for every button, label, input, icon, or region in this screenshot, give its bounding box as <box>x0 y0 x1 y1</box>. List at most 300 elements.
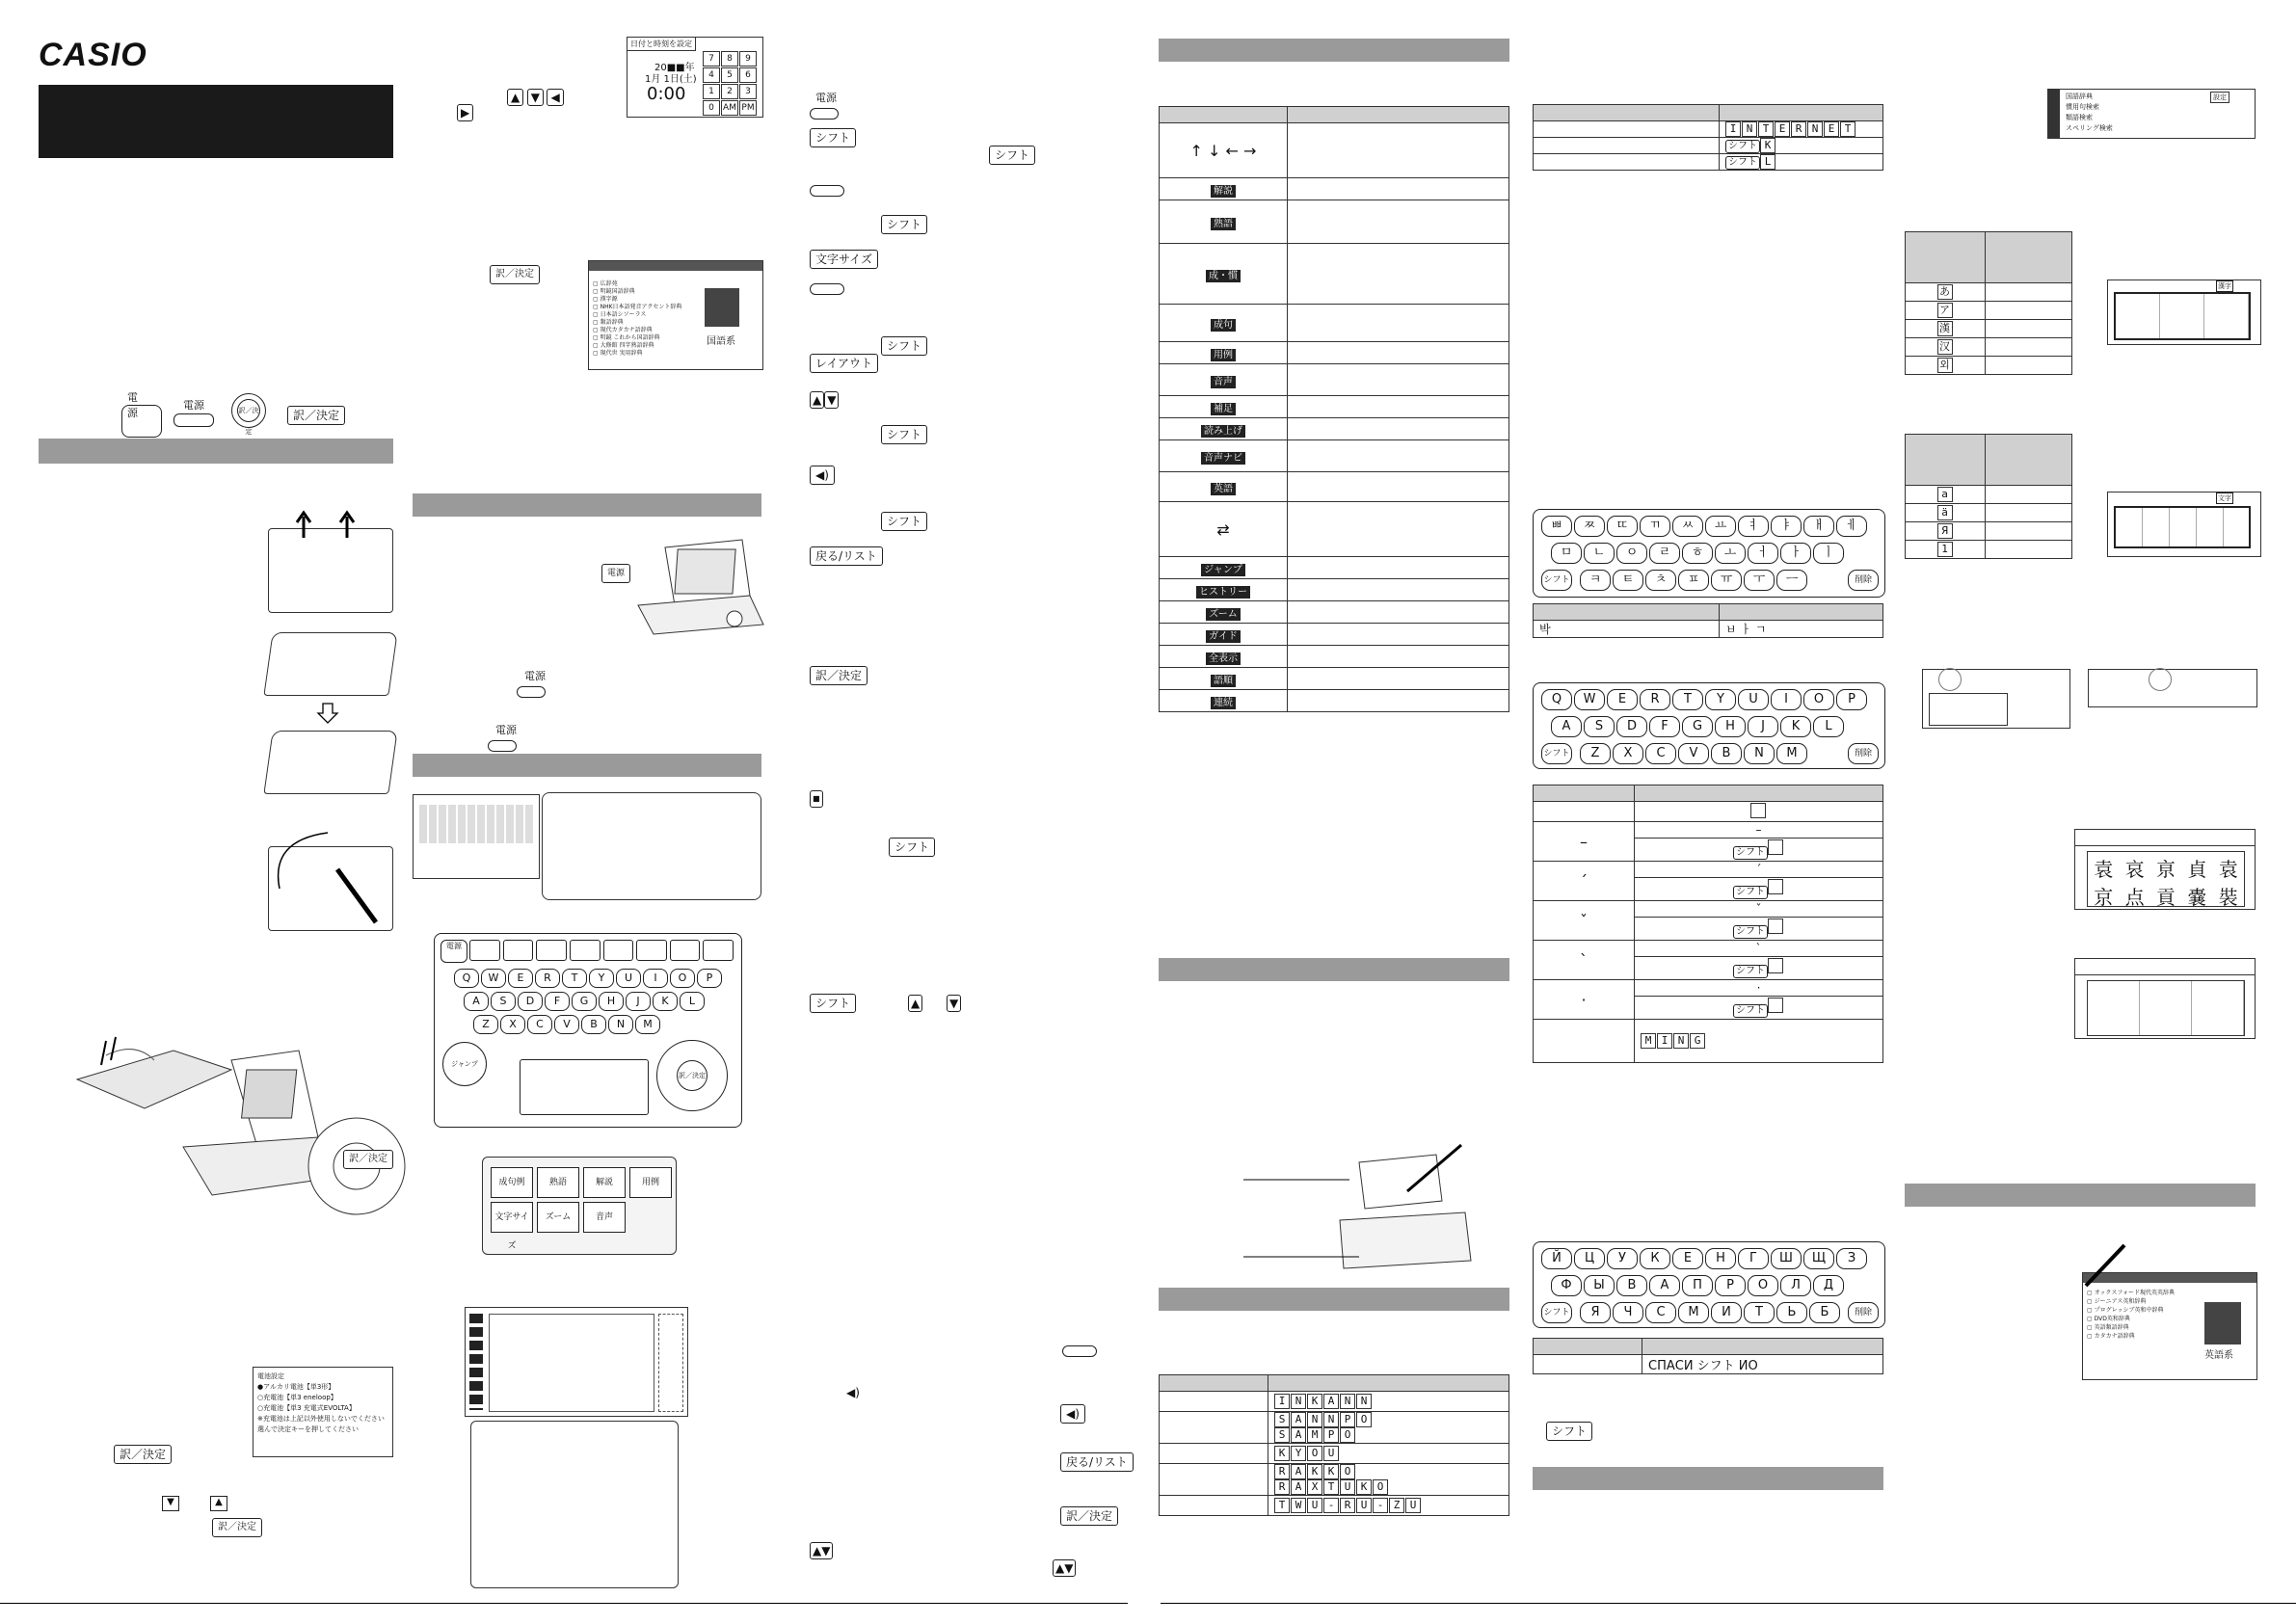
battery-option-2[interactable]: ○充電池【単3 eneloop】 <box>257 1394 337 1401</box>
tr-letter-key: N <box>1807 121 1823 137</box>
latin-keyboard <box>1533 682 1885 769</box>
menu-item[interactable]: ▢ 日本語シソーラス <box>593 311 647 318</box>
romaji-key: A <box>1291 1427 1306 1443</box>
cyrillic-key[interactable]: С <box>1645 1302 1676 1323</box>
extra-key-icon: ■ <box>810 790 823 808</box>
icon-label: 音声 <box>1211 376 1236 388</box>
hangul-key[interactable]: ㅍ <box>1678 570 1709 591</box>
page-keys-2 <box>908 993 922 1012</box>
char-type-icon <box>1906 504 1986 522</box>
kanji-mode-tag: 漢字 <box>2218 282 2231 290</box>
icon-table-row <box>1160 557 1509 579</box>
icon-table-icon <box>1160 668 1288 690</box>
romaji-keyline <box>1274 1464 1503 1479</box>
romaji-table <box>1159 1374 1509 1516</box>
romaji-key: U <box>1405 1498 1421 1513</box>
kbd-letter-key[interactable]: C <box>527 1015 552 1034</box>
numpad-key[interactable]: AM <box>721 100 738 116</box>
cyrillic-key[interactable]: Я <box>1580 1302 1611 1323</box>
latin-key[interactable]: X <box>1613 743 1643 764</box>
cyrillic-keyboard <box>1533 1241 1885 1328</box>
menu2-item[interactable]: ▢ DVD英和辞典 <box>2087 1316 2130 1322</box>
char-type-glyph: a <box>1937 487 1953 502</box>
up-arrow-key-icon: ▲ <box>507 89 523 106</box>
battery-option-3[interactable]: ○充電池【単3 充電式EVOLTA】 <box>257 1404 356 1412</box>
romaji-key: R <box>1340 1498 1355 1513</box>
handwriting-panel <box>482 1157 677 1255</box>
menu-item[interactable]: ▢ 類語辞典 <box>593 319 624 326</box>
menu-item[interactable]: ▢ NHK日本語発音アクセント辞典 <box>593 304 682 310</box>
latin-key[interactable]: R <box>1640 689 1670 710</box>
cyrillic-key[interactable]: Ш <box>1771 1248 1802 1269</box>
numpad-key[interactable]: 1 <box>703 84 720 99</box>
cyrillic-key[interactable]: Щ <box>1803 1248 1834 1269</box>
dictionary-cover-image <box>705 288 739 327</box>
kanji-candidate[interactable]: 貢 <box>2155 886 2176 909</box>
panel-key[interactable]: 文字サイズ <box>491 1202 533 1233</box>
speaker-key <box>810 465 835 485</box>
kbd-letter-key[interactable]: Q <box>454 969 479 988</box>
hangul-key[interactable]: ㅉ <box>1574 516 1605 537</box>
kbd-jump-ring: ジャンプ <box>442 1042 487 1086</box>
latin-key[interactable]: C <box>1645 743 1676 764</box>
blank-key-icon <box>1768 998 1783 1013</box>
blank-key-icon <box>1768 958 1783 973</box>
pinyin-mark-line: ˋ <box>1635 941 1883 957</box>
tr-letter-key: R <box>1791 121 1806 137</box>
handwriting-area-1 <box>2114 292 2251 340</box>
kbd-function-key[interactable] <box>536 940 567 961</box>
kanji-candidate[interactable]: 袁 <box>2218 858 2238 881</box>
kbd-letter-key[interactable]: X <box>500 1015 525 1034</box>
char-type-glyph: ア <box>1937 303 1953 318</box>
hangul-key[interactable]: ㄲ <box>1640 516 1670 537</box>
numpad-key[interactable]: 2 <box>721 84 738 99</box>
icon-table-icon <box>1160 364 1288 396</box>
tr-shift-key: シフト <box>1725 140 1760 153</box>
search-item[interactable]: 慣用句検索 <box>2066 103 2099 111</box>
hangul-key[interactable]: ㅌ <box>1613 570 1643 591</box>
latin-key[interactable]: Q <box>1541 689 1572 710</box>
cyrillic-key[interactable]: Ц <box>1574 1248 1605 1269</box>
cyrillic-key[interactable]: Ч <box>1613 1302 1643 1323</box>
latin-key[interactable]: I <box>1771 689 1802 710</box>
device-opening-illustration <box>67 1031 395 1224</box>
cursor-keys-text <box>507 89 564 106</box>
kbd-letter-key[interactable]: S <box>491 992 516 1011</box>
hangul-key[interactable]: ㅕ <box>1738 516 1769 537</box>
search-items <box>2066 92 2113 134</box>
callout-bubble <box>542 792 761 900</box>
pinyin-example-label <box>1534 1020 1635 1063</box>
icon-table-row <box>1160 579 1509 601</box>
romaji-key: P <box>1340 1412 1355 1427</box>
panel-key[interactable]: 音声 <box>583 1202 626 1233</box>
magnifier-circle-1 <box>1938 668 1962 691</box>
char-type-icon <box>1906 486 1986 504</box>
icon-table-icon <box>1160 557 1288 579</box>
panel-key[interactable]: 解説 <box>583 1167 626 1198</box>
search-item[interactable]: 国語辞典 <box>2066 93 2093 100</box>
battery-screen-title: 電池設定 <box>257 1372 284 1380</box>
search-item[interactable]: スペリング検索 <box>2066 124 2113 132</box>
dictionary-menu-screen <box>588 260 763 370</box>
enter-round-label: 訳／決定 <box>237 399 260 422</box>
menu2-item[interactable]: ▢ カタカナ語辞典 <box>2087 1333 2135 1340</box>
menu2-item[interactable]: ▢ 英語類語辞典 <box>2087 1324 2129 1331</box>
search-item[interactable]: 類語検索 <box>2066 114 2093 121</box>
cyrillic-key[interactable]: О <box>1748 1275 1778 1296</box>
tr-cell <box>1534 121 1720 138</box>
arrow-down-icon <box>318 704 337 725</box>
speaker-key-2-icon: ◀) <box>1060 1404 1085 1424</box>
romaji-key: T <box>1274 1498 1290 1513</box>
cyrillic-key[interactable]: Ь <box>1776 1302 1807 1323</box>
icon-table-icon <box>1160 579 1288 601</box>
pinyin-row-0-key <box>1635 802 1883 822</box>
panel-key[interactable]: 成句例 <box>491 1167 533 1198</box>
romaji-word <box>1160 1496 1268 1516</box>
menu-item[interactable]: ▢ 大修館 四字熟語辞典 <box>593 342 654 349</box>
kbd-letter-key[interactable]: M <box>635 1015 660 1034</box>
kanji-candidates-screen <box>2074 829 2256 910</box>
latin-key[interactable]: N <box>1744 743 1775 764</box>
pinyin-row <box>1534 822 1883 839</box>
pinyin-example-key: I <box>1657 1033 1672 1049</box>
hangul-key[interactable]: ㄹ <box>1649 543 1680 564</box>
kbd-letter-key[interactable]: B <box>581 1015 606 1034</box>
romaji-keys <box>1268 1444 1509 1464</box>
icon-label: 音声ナビ <box>1201 452 1245 465</box>
kbd-function-key[interactable] <box>603 940 634 961</box>
hangul-key[interactable]: ㅁ <box>1551 543 1582 564</box>
handwriting-area-2 <box>2114 506 2251 548</box>
kanji-candidate[interactable]: 哀 <box>2124 858 2145 881</box>
hangul-key[interactable]: ㅏ <box>1780 543 1811 564</box>
device-back-illustration <box>268 528 393 613</box>
icon-table-desc <box>1288 690 1509 712</box>
cyrillic-key[interactable]: Г <box>1738 1248 1769 1269</box>
screen-text-area <box>489 1314 654 1412</box>
latin-key[interactable]: F <box>1649 716 1680 737</box>
icon-table-icon <box>1160 396 1288 418</box>
search-tag: 設定 <box>2210 92 2229 103</box>
cyrillic-key[interactable]: Н <box>1705 1248 1736 1269</box>
icon-table-row <box>1160 646 1509 668</box>
menu2-item[interactable]: ▢ ジーニアス英和辞典 <box>2087 1298 2147 1305</box>
hangul-shift-key[interactable]: シフト <box>1541 570 1572 591</box>
latin-key[interactable]: S <box>1584 716 1615 737</box>
menu-screen-list <box>593 280 681 358</box>
icon-label: 解説 <box>1211 185 1236 198</box>
enter-key-3 <box>212 1515 262 1537</box>
panel-key[interactable]: 熟語 <box>537 1167 579 1198</box>
kbd-letter-key[interactable]: K <box>653 992 678 1011</box>
arrow-up-icon <box>289 511 366 540</box>
char-type-row <box>1906 486 2072 504</box>
latin-delete-key[interactable]: 削除 <box>1848 743 1879 764</box>
icon-table-row <box>1160 305 1509 342</box>
hangul-key[interactable]: ㅑ <box>1771 516 1802 537</box>
icon-table-desc <box>1288 601 1509 624</box>
hangul-key[interactable]: ㅇ <box>1616 543 1647 564</box>
kbd-letter-key[interactable]: A <box>464 992 489 1011</box>
kbd-function-row <box>469 940 734 961</box>
menu-item[interactable]: ▢ 現代カタカナ語辞典 <box>593 327 653 333</box>
latin-key[interactable]: U <box>1738 689 1769 710</box>
menu2-item[interactable]: ▢ オックスフォード現代英英辞典 <box>2087 1290 2176 1296</box>
numpad-key[interactable]: 7 <box>703 51 720 67</box>
power-key-flat <box>174 397 214 431</box>
char-type-glyph: Я <box>1937 523 1953 539</box>
latin-key[interactable]: H <box>1715 716 1746 737</box>
cyrillic-key[interactable]: Т <box>1744 1302 1775 1323</box>
icon-table-row <box>1160 396 1509 418</box>
kbd-letter-key[interactable]: V <box>554 1015 579 1034</box>
kbd-letter-key[interactable]: R <box>535 969 560 988</box>
pinyin-shift-key: シフト <box>1733 1004 1768 1018</box>
latin-key[interactable]: T <box>1672 689 1703 710</box>
icon-table-desc <box>1288 502 1509 557</box>
pinyin-table <box>1533 785 1883 1063</box>
pinyin-example-key: M <box>1641 1033 1656 1049</box>
kbd-letter-key[interactable]: O <box>670 969 695 988</box>
speaker-icon: ◀) <box>810 466 835 485</box>
latin-key[interactable]: M <box>1776 743 1807 764</box>
back-list-key-label: 戻る/リスト <box>810 546 883 566</box>
section-band-1 <box>39 439 393 464</box>
latin-key[interactable]: W <box>1574 689 1605 710</box>
char-type-glyph: 외 <box>1937 358 1953 373</box>
numpad-key[interactable]: 3 <box>739 84 757 99</box>
handwriting-screen-1 <box>2107 280 2261 345</box>
icon-table-row <box>1160 502 1509 557</box>
cyrillic-delete-key[interactable]: 削除 <box>1848 1302 1879 1323</box>
kbd-function-key[interactable] <box>570 940 601 961</box>
cyrillic-key[interactable]: З <box>1836 1248 1867 1269</box>
hangul-key[interactable]: ㅃ <box>1541 516 1572 537</box>
latin-key[interactable]: K <box>1780 716 1811 737</box>
menu-item[interactable]: ▢ 明鏡国語辞典 <box>593 288 635 295</box>
pinyin-mark-line: – <box>1635 822 1883 839</box>
numpad-key[interactable]: 6 <box>739 67 757 83</box>
screen-left-icons <box>469 1314 483 1410</box>
hangul-key[interactable]: ㅓ <box>1748 543 1778 564</box>
tr-letter-key: T <box>1758 121 1774 137</box>
kbd-letter-key[interactable]: N <box>608 1015 633 1034</box>
latin-key[interactable]: D <box>1616 716 1647 737</box>
menu-item[interactable]: ▢ 現代世 実用辞典 <box>593 350 643 357</box>
right-arrow-key-icon: ▶ <box>457 104 473 121</box>
hangul-key[interactable]: ㅐ <box>1803 516 1834 537</box>
kanji-candidate[interactable]: 裝 <box>2218 886 2238 909</box>
romaji-word <box>1160 1464 1268 1496</box>
latin-key[interactable]: P <box>1836 689 1867 710</box>
latin-key[interactable]: A <box>1551 716 1582 737</box>
latin-key[interactable]: E <box>1607 689 1638 710</box>
hangul-key[interactable]: ㅔ <box>1836 516 1867 537</box>
page-keys-5 <box>1053 1557 1076 1577</box>
latin-key[interactable]: G <box>1682 716 1713 737</box>
icon-table-row <box>1160 440 1509 472</box>
kbd-letter-key[interactable]: J <box>626 992 651 1011</box>
kanji-candidate[interactable]: 点 <box>2124 886 2145 909</box>
tr-row <box>1534 154 1883 171</box>
cyrillic-key[interactable]: М <box>1678 1302 1709 1323</box>
hangul-delete-key[interactable]: 削除 <box>1848 570 1879 591</box>
hangul-key[interactable]: ㅜ <box>1744 570 1775 591</box>
cyrillic-key[interactable]: И <box>1711 1302 1742 1323</box>
char-type-desc <box>1986 522 2072 541</box>
cyrillic-key[interactable]: В <box>1616 1275 1647 1296</box>
pinyin-row <box>1534 941 1883 957</box>
numpad-key[interactable]: 5 <box>721 67 738 83</box>
hangul-key[interactable]: ㅊ <box>1645 570 1676 591</box>
pinyin-row <box>1534 901 1883 918</box>
cyrillic-shift-key[interactable]: シフト <box>1541 1302 1572 1323</box>
latin-key[interactable]: Z <box>1580 743 1611 764</box>
latin-key[interactable]: L <box>1813 716 1844 737</box>
kanji-candidate[interactable]: 貞 <box>2187 858 2207 881</box>
kbd-letter-key[interactable]: G <box>572 992 597 1011</box>
menu-item[interactable]: ▢ 広辞苑 <box>593 280 618 287</box>
shift-key-4 <box>881 335 927 356</box>
romaji-row <box>1160 1496 1509 1516</box>
numpad-key[interactable]: 9 <box>739 51 757 67</box>
panel-key[interactable]: ズーム <box>537 1202 579 1233</box>
section-band-2 <box>413 493 761 517</box>
latin-key[interactable]: O <box>1803 689 1834 710</box>
cyrillic-key[interactable]: А <box>1649 1275 1680 1296</box>
battery-option-1[interactable]: ●アルカリ電池【単3形】 <box>257 1383 335 1391</box>
shift-key-label-9: シフト <box>1546 1422 1592 1441</box>
clock-date-year: 20■■年 <box>654 63 695 73</box>
clock-time: 0:00 <box>647 84 686 104</box>
kbd-letter-key[interactable]: I <box>643 969 668 988</box>
kbd-letter-key[interactable]: L <box>680 992 705 1011</box>
kanji-candidate[interactable]: 嚢 <box>2187 886 2207 909</box>
screen-callout-box <box>470 1421 679 1588</box>
hangul-key[interactable]: ㅗ <box>1715 543 1746 564</box>
kanji-candidate[interactable]: 袁 <box>2094 858 2114 881</box>
left-arrow-key-icon: ◀ <box>547 89 563 106</box>
kbd-letter-key[interactable]: F <box>545 992 570 1011</box>
kbd-letter-key[interactable]: P <box>697 969 722 988</box>
hangul-key[interactable]: ㅡ <box>1776 570 1807 591</box>
kanji-candidate[interactable]: 亰 <box>2155 858 2176 881</box>
char-type-desc <box>1986 504 2072 522</box>
char-type-desc <box>1986 338 2072 357</box>
numpad-key[interactable]: 4 <box>703 67 720 83</box>
romaji-key: W <box>1291 1498 1306 1513</box>
cyrillic-key[interactable]: Ф <box>1551 1275 1582 1296</box>
cyrillic-key[interactable]: К <box>1640 1248 1670 1269</box>
hangul-key[interactable]: ㅋ <box>1580 570 1611 591</box>
hangul-key[interactable]: ㅠ <box>1711 570 1742 591</box>
icon-table-icon <box>1160 624 1288 646</box>
kanji-candidate[interactable]: 京 <box>2094 886 2114 909</box>
menu-item[interactable]: ▢ 漢字源 <box>593 296 618 303</box>
romaji-header-1 <box>1160 1375 1268 1392</box>
hangul-header-2 <box>1720 604 1883 621</box>
menu-item[interactable]: ▢ 明鏡 これから国語辞典 <box>593 334 660 341</box>
kbd-letter-key[interactable]: D <box>518 992 543 1011</box>
kbd-letter-key[interactable]: T <box>562 969 587 988</box>
numpad-key[interactable]: PM <box>739 100 757 116</box>
kbd-letter-key[interactable]: Z <box>473 1015 498 1034</box>
kbd-function-key[interactable] <box>469 940 500 961</box>
stylus-icon <box>2082 1241 2130 1290</box>
cyrillic-key[interactable]: Ы <box>1584 1275 1615 1296</box>
romaji-key: U <box>1340 1479 1355 1495</box>
icon-label: 用例 <box>1211 349 1236 361</box>
numpad-key[interactable]: 8 <box>721 51 738 67</box>
device-thumbnail-keys <box>419 805 533 843</box>
char-type-icon <box>1906 338 1986 357</box>
pinyin-example-key: N <box>1673 1033 1689 1049</box>
romaji-key: N <box>1307 1412 1322 1427</box>
hangul-key[interactable]: ㅆ <box>1672 516 1703 537</box>
enter-key-label-4: 訳／決定 <box>490 265 540 284</box>
pinyin-shift-key: シフト <box>1733 925 1768 939</box>
kbd-function-key[interactable] <box>636 940 667 961</box>
pinyin-header-2 <box>1635 785 1883 802</box>
kbd-handwriting-pad <box>520 1059 649 1115</box>
kbd-letter-key[interactable]: E <box>508 969 533 988</box>
tr-header-1 <box>1534 105 1720 121</box>
hangul-key[interactable]: ㅎ <box>1682 543 1713 564</box>
latin-key[interactable]: Y <box>1705 689 1736 710</box>
romaji-key: R <box>1274 1479 1290 1495</box>
moji-mode-tag: 文字 <box>2218 494 2231 502</box>
cyrillic-key[interactable]: Р <box>1715 1275 1746 1296</box>
cyrillic-key[interactable]: Й <box>1541 1248 1572 1269</box>
cyrillic-key[interactable]: Е <box>1672 1248 1703 1269</box>
kbd-function-key[interactable] <box>503 940 534 961</box>
shift-key-6 <box>881 511 927 531</box>
tr-cell <box>1534 154 1720 171</box>
icon-table-icon <box>1160 123 1288 178</box>
panel-key[interactable]: 用例 <box>629 1167 672 1198</box>
hangul-key[interactable]: ㄸ <box>1607 516 1638 537</box>
kbd-letter-key[interactable]: U <box>616 969 641 988</box>
hangul-key[interactable]: ㄴ <box>1584 543 1615 564</box>
cyrillic-key[interactable]: Л <box>1780 1275 1811 1296</box>
kbd-letter-key[interactable]: W <box>481 969 506 988</box>
hangul-key[interactable]: ㅛ <box>1705 516 1736 537</box>
icon-table-desc <box>1288 646 1509 668</box>
menu2-item[interactable]: ▢ プログレッシブ英和中辞典 <box>2087 1307 2164 1314</box>
kbd-letter-key[interactable]: H <box>599 992 624 1011</box>
cyrillic-key[interactable]: П <box>1682 1275 1713 1296</box>
page-updown-icon: ▲▼ <box>810 1542 833 1559</box>
char-type-desc <box>1986 283 2072 302</box>
numpad-key[interactable]: 0 <box>703 100 720 116</box>
latin-shift-key[interactable]: シフト <box>1541 743 1572 764</box>
latin-key[interactable]: V <box>1678 743 1709 764</box>
cyrillic-key[interactable]: Б <box>1809 1302 1840 1323</box>
cyrillic-key[interactable]: У <box>1607 1248 1638 1269</box>
latin-key[interactable]: J <box>1748 716 1778 737</box>
romaji-key: R <box>1274 1464 1290 1479</box>
latin-key[interactable]: B <box>1711 743 1742 764</box>
kbd-function-key[interactable] <box>670 940 701 961</box>
hangul-key[interactable]: ㅣ <box>1813 543 1844 564</box>
cyrillic-key[interactable]: Д <box>1813 1275 1844 1296</box>
kbd-letter-key[interactable]: Y <box>589 969 614 988</box>
romaji-row <box>1160 1444 1509 1464</box>
kbd-function-key[interactable] <box>703 940 734 961</box>
